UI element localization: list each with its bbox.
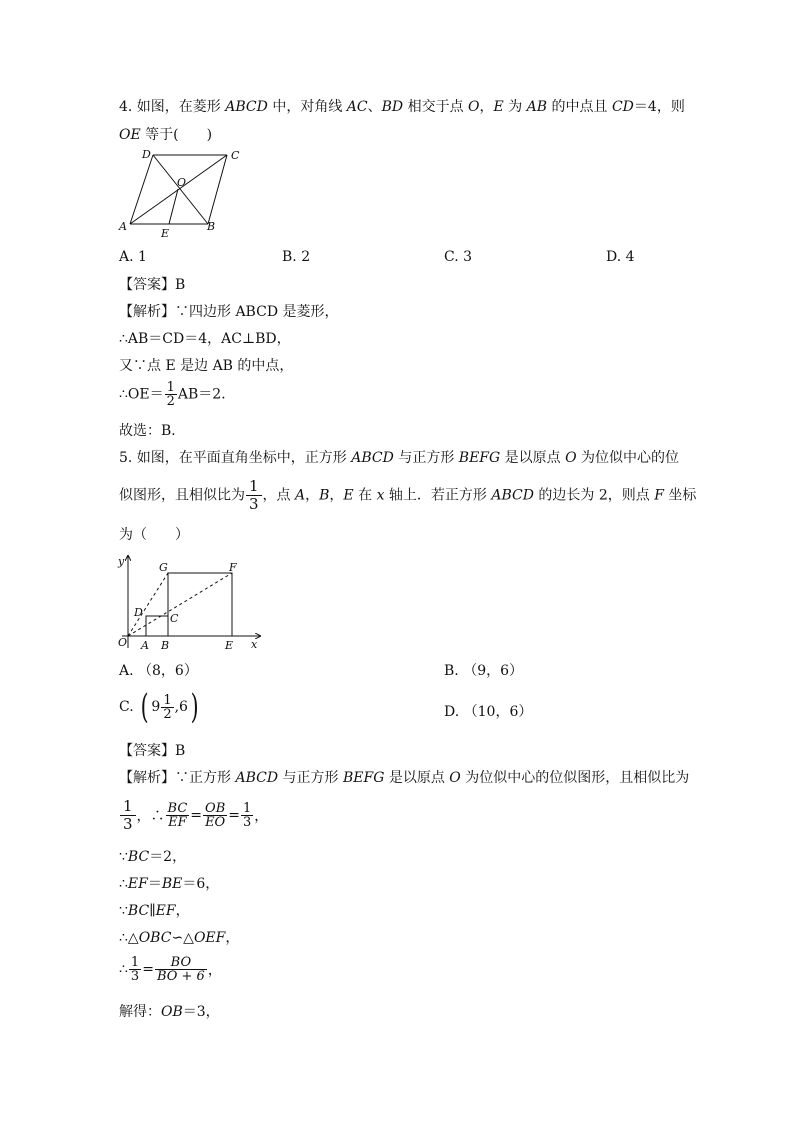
q4-stem-line1: 4. 如图，在菱形 ABCD 中，对角线 AC、BD 相交于点 O，E 为 AB 的中点且 CD＝4，则 [119,99,685,115]
q5-label-e: E [225,639,234,652]
q5-label-c: C [170,612,179,625]
q4-option-d: D. 4 [606,249,635,265]
q4-side-ad [130,155,153,224]
q4-rhombus-figure [115,146,255,238]
q4-diagonal-ac [130,155,227,224]
q4-label-a: A [119,220,127,233]
q5-option-c: C. ( 9 $\frac{1}{2}$ ,6) [119,687,199,727]
q4-label-e: E [161,227,170,238]
q4-segment-oe [169,189,178,224]
q5-dashed-line-of [128,573,232,636]
q4-answer: 【答案】B [119,277,186,293]
q5-option-b: B. （9，6） [444,663,524,679]
q5-step: ∴△OBC∽△OEF， [119,930,240,946]
q4-analysis-head: 【解析】∵四边形 ABCD 是菱形， [119,304,339,320]
q4-option-c: C. 3 [444,249,473,265]
fraction-bc-over-ef: $\frac{BC}{EF}$ [167,801,188,830]
q5-option-d: D. （10，6） [444,704,533,720]
q5-label-b: B [161,639,170,652]
q4-analysis-line: 又∵点 E 是边 AB 的中点， [119,358,294,374]
q5-label-o: O [118,636,128,649]
q5-square-abcd [146,616,168,636]
q4-option-a: A. 1 [119,249,147,265]
q5-answer: 【答案】B [119,743,186,759]
fraction-one-half: $\frac{1}{2}$ [166,380,175,409]
q5-label-a: A [141,639,149,652]
q4-option-b: B. 2 [282,249,311,265]
q4-label-o: O [177,176,187,189]
q4-diagonal-bd [153,155,208,224]
q5-label-d: D [134,606,143,619]
q5-step: ∴EF＝BE＝6， [119,876,220,892]
q5-dashed-line-og [128,573,168,636]
q5-stem-line1: 5. 如图，在平面直角坐标中，正方形 ABCD 与正方形 BEFG 是以原点 O 为位似中心的位 [119,450,680,466]
q5-option-a: A. （8，6） [119,663,198,679]
q5-step: ∵BC＝2， [119,849,187,865]
q5-proportion-equation: ∴ $\frac{1}{3}$ = $\frac{BO}{BO + 6}$ ， [119,955,222,984]
q5-stem-line2: 似图形，且相似比为 $\frac{1}{3}$ ，点 A，B，E 在 x 轴上．若正方形 ABCD 的边长为 2，则点 F 坐标 [119,477,697,513]
q5-step: ∵BC∥EF， [119,903,190,919]
fraction-one-third: $\frac{1}{3}$ [242,801,252,830]
q5-analysis-line1: 【解析】∵正方形 ABCD 与正方形 BEFG 是以原点 O 为位似中心的位似图形，且相似比为 [119,770,690,786]
q4-analysis-line: ∴AB＝CD＝4，AC⊥BD， [119,331,291,347]
q4-label-b: B [207,220,216,233]
fraction-ob-over-eo: $\frac{OB}{EO}$ [205,801,226,830]
q4-stem-line2: OE 等于( ) [119,127,213,143]
q5-coordinate-figure [114,550,266,654]
q5-label-x: x [251,638,258,651]
q5-square-befg [168,573,232,636]
fraction-bo-over-bo-plus-6: $\frac{BO}{BO + 6}$ [156,955,205,984]
q5-label-f: F [229,561,237,574]
fraction-one-half: $\frac{1}{2}$ [163,692,172,722]
fraction-one-third: $\frac{1}{3}$ [120,798,136,833]
q4-choice: 故选：B． [119,423,186,439]
q5-solve-line: 解得：OB＝3， [119,1004,220,1020]
q4-label-c: C [231,149,240,162]
q5-stem-line3: 为（ ） [119,527,189,543]
fraction-one-third: $\frac{1}{3}$ [130,955,140,984]
q4-label-d: D [142,148,151,161]
q5-label-y: y [118,555,125,568]
q4-side-cb [208,155,227,224]
q5-label-g: G [159,561,168,574]
q4-oe-equation: ∴OE＝ $\frac{1}{2}$ AB＝2． [119,380,236,409]
q5-ratio-line: $\frac{1}{3}$ ，∴ $\frac{BC}{EF}$ = $\frac{OB}{EO}$ = $\frac{1}{3}$ ， [119,798,268,833]
fraction-one-third: $\frac{1}{3}$ [246,478,262,513]
